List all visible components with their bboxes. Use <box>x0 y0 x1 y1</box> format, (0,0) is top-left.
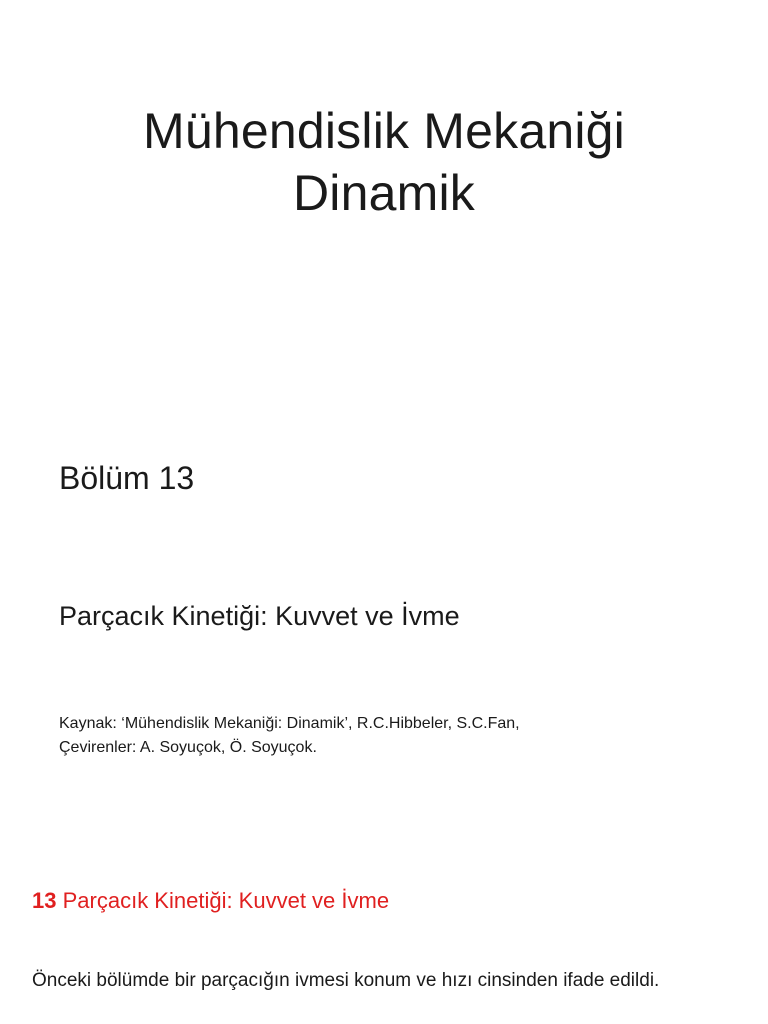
section-number: 13 <box>32 888 57 913</box>
source-citation <box>59 712 699 760</box>
section-title: Parçacık Kinetiği: Kuvvet ve İvme <box>62 888 390 913</box>
document-title-line-1: Mühendislik Mekaniği <box>142 103 625 159</box>
source-line-1: Kaynak: ‘Mühendislik Mekaniği: Dinamik’, R.C.Hibbeler, S.C.Fan, <box>59 715 520 732</box>
document-title <box>0 100 768 224</box>
chapter-label: Bölüm 13 <box>59 460 195 496</box>
document-title-line-2: Dinamik <box>293 165 475 221</box>
source-line-2: Çevirenler: A. Soyuçok, Ö. Soyuçok. <box>59 739 317 756</box>
section-heading <box>32 885 389 917</box>
body-paragraph: Önceki bölümde bir parçacığın ivmesi konum ve hızı cinsinden ifade edildi. <box>32 970 660 991</box>
chapter-subtitle: Parçacık Kinetiği: Kuvvet ve İvme <box>59 601 460 631</box>
